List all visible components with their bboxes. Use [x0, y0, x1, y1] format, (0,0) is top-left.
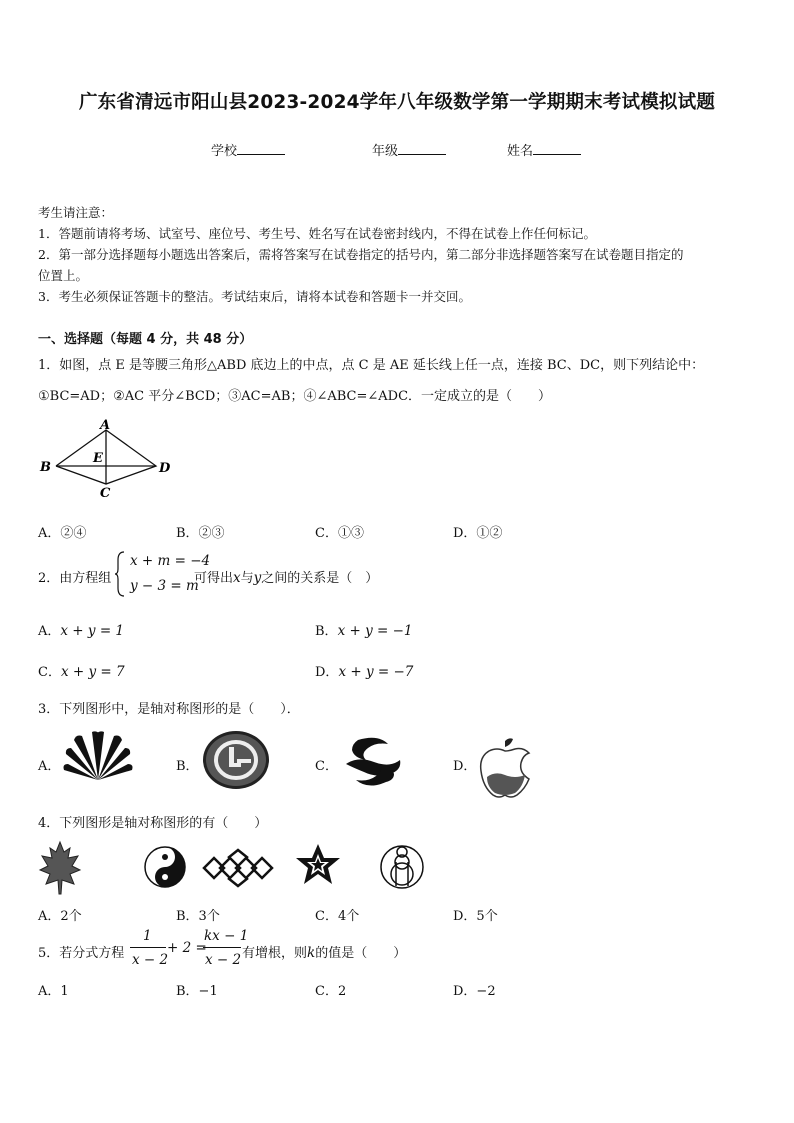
q2-mid-text-2: 与 [240, 571, 254, 586]
q2-option-c-expr: x + y = 7 [60, 664, 125, 680]
q5-frac1-bar [130, 947, 166, 948]
q2-equation-2: y − 3 = m [130, 578, 199, 594]
q2-option-c-label: C． [38, 665, 61, 680]
q5-option-d[interactable]: D．−2 [453, 984, 496, 999]
q1-label-c: C [100, 486, 111, 501]
q2-suffix: 之间的关系是（ ） [261, 571, 379, 586]
name-field[interactable] [507, 140, 581, 159]
q5-frac1-den: x − 2 [132, 952, 169, 968]
q1-option-d[interactable]: D．①② [453, 526, 503, 541]
q2-question-rest [194, 567, 378, 586]
q1-option-b[interactable]: B．②③ [176, 526, 225, 541]
q5-var-k: k [307, 945, 316, 961]
lg-logo-icon [201, 729, 271, 791]
q1-option-c[interactable]: C．①③ [315, 526, 364, 541]
name-blank[interactable] [533, 142, 581, 155]
notice-heading: 考生请注意： [38, 205, 114, 220]
q5-prefix: 5．若分式方程 [38, 946, 125, 961]
grade-field[interactable] [372, 140, 446, 159]
q2-brace [114, 550, 126, 598]
q1-text-line2: ①BC=AD；②AC 平分∠BCD；③AC=AB；④∠ABC=∠ADC．一定成立的是（ ） [38, 389, 552, 404]
q5-mid-text: 有增根，则 [242, 946, 308, 961]
yin-yang-icon [145, 847, 185, 887]
q5-option-b[interactable]: B．−1 [176, 984, 218, 999]
q2-mid-text: 可得出 [194, 571, 234, 586]
section-heading-choice: 一、选择题（每题 4 分，共 48 分） [38, 332, 253, 347]
knot-pattern-icon [204, 850, 272, 886]
q2-option-a[interactable] [38, 620, 124, 639]
q2-option-d-label: D． [315, 665, 339, 680]
q4-option-d[interactable]: D．5个 [453, 909, 498, 924]
school-blank[interactable] [237, 142, 285, 155]
q3-text: 3．下列图形中，是轴对称图形的是（ ）． [38, 702, 300, 717]
maple-leaf-icon [40, 842, 80, 894]
q2-option-b-expr: x + y = −1 [337, 623, 413, 639]
q4-figures [36, 838, 426, 896]
q3-option-d[interactable]: D． [453, 759, 477, 774]
q2-option-c[interactable] [38, 661, 125, 680]
q1-label-e: E [93, 451, 103, 466]
q5-frac2-num: kx − 1 [204, 928, 249, 944]
q3-option-c[interactable]: C． [315, 759, 338, 774]
q2-option-a-expr: x + y = 1 [60, 623, 125, 639]
q5-plus-two: + 2 = [167, 940, 207, 956]
q1-label-a: A [100, 418, 111, 433]
q2-option-b-label: B． [315, 624, 338, 639]
q2-prefix: 2．由方程组 [38, 571, 112, 586]
q5-option-c[interactable]: C．2 [315, 984, 347, 999]
q5-suffix: 的值是（ ） [315, 946, 407, 961]
q2-var-x: x [233, 570, 241, 586]
q1-option-a[interactable]: A．②④ [38, 526, 87, 541]
notice-item-1: 1．答题前请将考场、试室号、座位号、考生号、姓名写在试卷密封线内，不得在试卷上作任何标记。 [38, 226, 596, 241]
page-title: 广东省清远市阳山县2023-2024学年八年级数学第一学期期末考试模拟试题 [78, 92, 716, 113]
notice-item-3: 3．考生必须保证答题卡的整洁。考试结束后，请将本试卷和答题卡一并交回。 [38, 289, 471, 304]
q4-text: 4．下列图形是轴对称图形的有（ ） [38, 816, 268, 831]
pentagon-star-icon [296, 844, 340, 884]
q5-frac2-bar [203, 947, 241, 948]
q5-option-a[interactable]: A．1 [38, 984, 69, 999]
q3-option-a[interactable]: A． [38, 759, 61, 774]
q2-option-a-label: A． [38, 624, 61, 639]
grade-label: 年级 [372, 144, 399, 159]
q1-text-line1: 1．如图，点 E 是等腰三角形△ABD 底边上的中点，点 C 是 AE 延长线上任一点，连接 BC、DC，则下列结论中： [38, 358, 705, 373]
school-label: 学校 [211, 144, 238, 159]
q4-option-a[interactable]: A．2个 [38, 909, 82, 924]
school-field[interactable] [211, 140, 285, 159]
q1-label-b: B [40, 460, 51, 475]
q1-label-d: D [159, 461, 171, 476]
q3-option-b[interactable]: B． [176, 759, 199, 774]
notice-item-2-cont: 位置上。 [38, 268, 89, 283]
q2-option-d-expr: x + y = −7 [338, 664, 414, 680]
q4-option-c[interactable]: C．4个 [315, 909, 360, 924]
q5-question-rest [242, 942, 406, 961]
huawei-logo-icon [62, 730, 134, 782]
q1-kite-figure [36, 416, 176, 502]
q2-equation-1: x + m = −4 [130, 553, 211, 569]
swirl-logo-icon [338, 734, 408, 790]
apple-logo-icon [475, 737, 535, 799]
q5-frac1-num: 1 [143, 928, 152, 944]
q2-option-b[interactable] [315, 620, 413, 639]
q2-var-y: y [253, 570, 262, 586]
name-label: 姓名 [507, 144, 534, 159]
concentric-circles-icon [381, 846, 423, 888]
notice-item-2: 2．第一部分选择题每小题选出答案后，需将答案写在试卷指定的括号内，第二部分非选择题答案写在试卷题目指定的 [38, 247, 684, 262]
grade-blank[interactable] [398, 142, 446, 155]
q4-option-b[interactable]: B．3个 [176, 909, 220, 924]
q5-frac2-den: x − 2 [205, 952, 242, 968]
q2-option-d[interactable] [315, 661, 413, 680]
